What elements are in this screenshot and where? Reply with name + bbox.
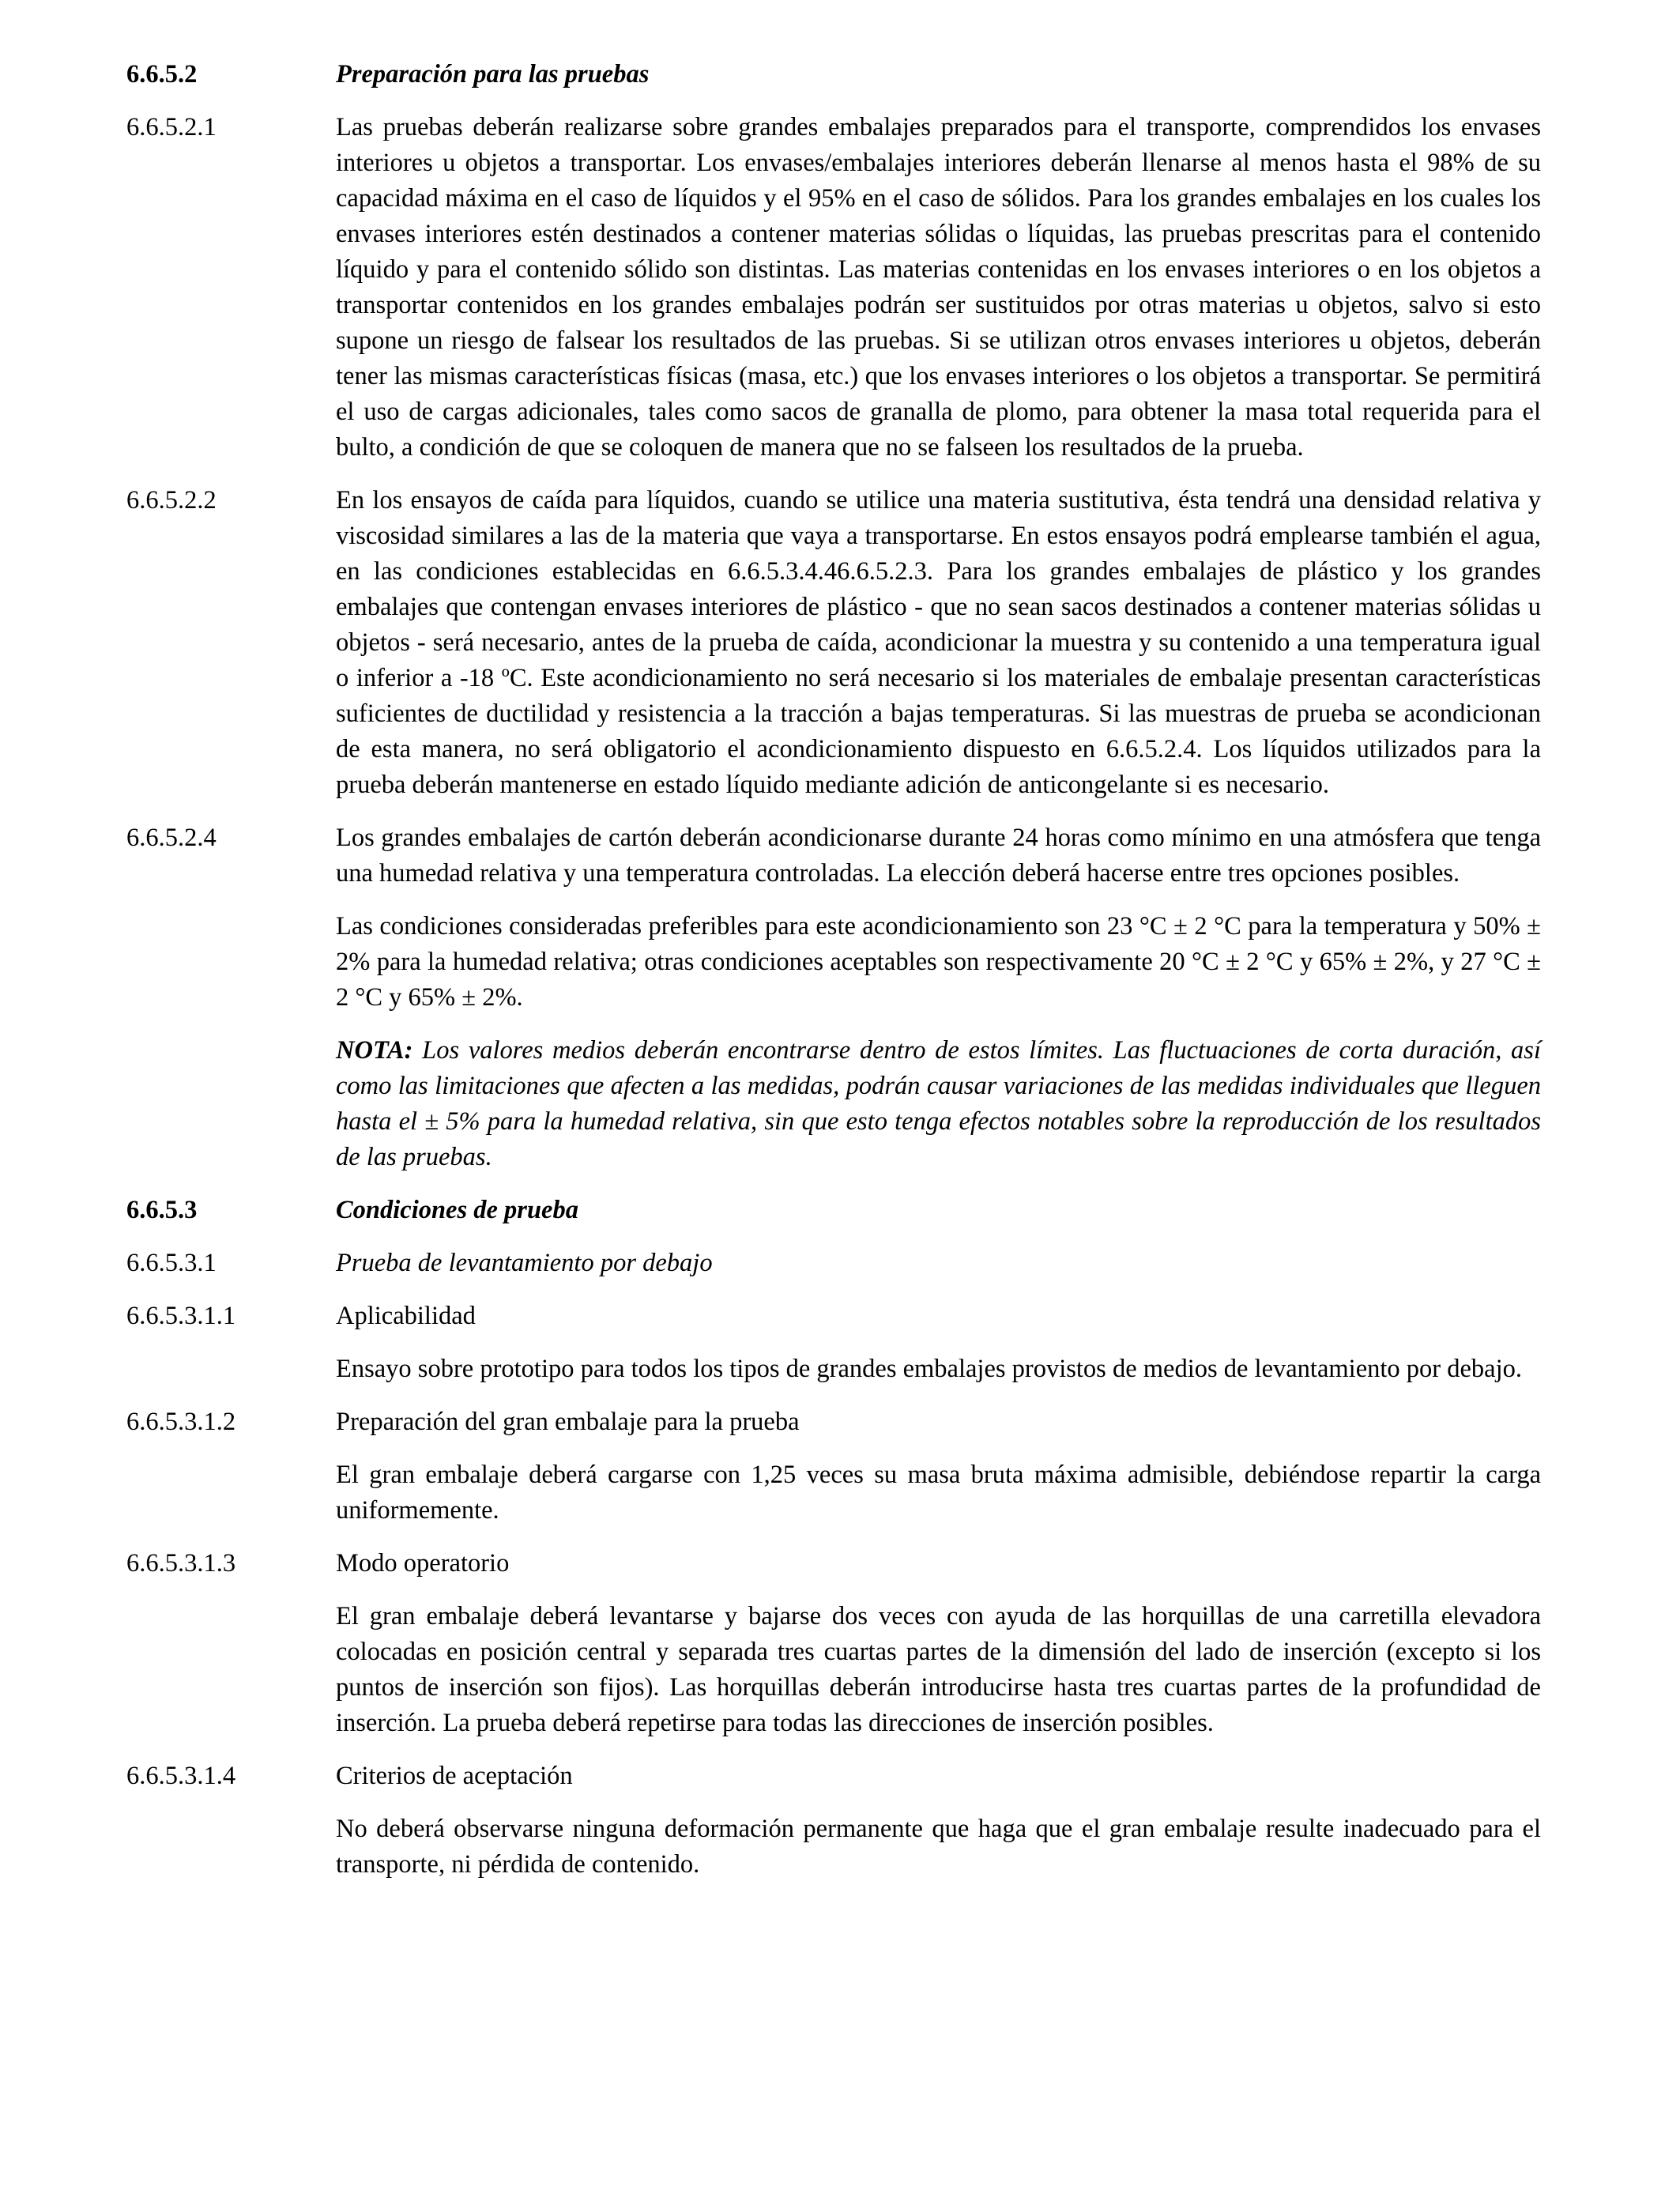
paragraph: Ensayo sobre prototipo para todos los tipos de grandes embalajes provistos de medios de levantamiento por debajo. <box>336 1355 1522 1383</box>
section-6-6-5-2-2 <box>126 483 1541 803</box>
section-6-6-5-3-1-4 <box>126 1759 1541 1883</box>
section-number: 6.6.5.3 <box>126 1196 198 1224</box>
paragraph: Las pruebas deberán realizarse sobre grandes embalajes preparados para el transporte, comprendidos los envases interiores u objetos a transportar. Los envases/embalajes interiores deberán llenarse al menos hasta el 98% de su capacidad máxima en el caso de líquidos y el 95% en el caso de sólidos. Para los grandes embalajes en los cuales los envases interiores estén destinados a contener materias sólidas o líquidas, las pruebas prescritas para el contenido líquido y para el contenido sólido son distintas. Las materias contenidas en los envases interiores o en los objetos a transportar contenidos en los grandes embalajes podrán ser sustituidos por otras materias u objetos, salvo si esto supone un riesgo de falsear los resultados de las pruebas. Si se utilizan otros envases interiores u objetos, deberán tener las mismas características físicas (masa, etc.) que los envases interiores o los objetos a transportar. Se permitirá el uso de cargas adicionales, tales como sacos de granalla de plomo, para obtener la masa total requerida para el bulto, a condición de que se coloquen de manera que no se falseen los resultados de la prueba. <box>336 113 1541 462</box>
paragraph: Las condiciones consideradas preferibles para este acondicionamiento son 23 °C ± 2 °C para la temperatura y 50% ± 2% para la humedad relativa; otras condiciones aceptables son respectivamente 20 °C ± 2 °C y 65% ± 2%, y 27 °C ± 2 °C y 65% ± 2%. <box>336 912 1541 1012</box>
paragraph: En los ensayos de caída para líquidos, cuando se utilice una materia sustitutiva, ésta tendrá una densidad relativa y viscosidad similares a las de la materia que vaya a transportarse. En estos ensayos podrá emplearse también el agua, en las condiciones establecidas en 6.6.5.3.4.46.6.5.2.3. Para los grandes embalajes de plástico y los grandes embalajes que contengan envases interiores de plástico - que no sean sacos destinados a contener materias sólidas u objetos - será necesario, antes de la prueba de caída, acondicionar la muestra y su contenido a una temperatura igual o inferior a -18 ºC. Este acondicionamiento no será necesario si los materiales de embalaje presentan características suficientes de ductilidad y resistencia a la tracción a bajas temperaturas. Si las muestras de prueba se acondicionan de esta manera, no será obligatorio el acondicionamiento dispuesto en 6.6.5.2.4. Los líquidos utilizados para la prueba deberán mantenerse en estado líquido mediante adición de anticongelante si es necesario. <box>336 486 1541 799</box>
section-title: Prueba de levantamiento por debajo <box>336 1249 713 1277</box>
section-number: 6.6.5.2 <box>126 60 198 89</box>
section-6-6-5-3-1-2 <box>126 1404 1541 1529</box>
section-number: 6.6.5.3.1.1 <box>126 1302 236 1330</box>
section-number: 6.6.5.3.1.3 <box>126 1549 236 1578</box>
section-number: 6.6.5.2.4 <box>126 824 217 852</box>
paragraph: No deberá observarse ninguna deformación permanente que haga que el gran embalaje resulte inadecuado para el transporte, ni pérdida de contenido. <box>336 1815 1541 1879</box>
subsection-heading: Modo operatorio <box>336 1549 510 1578</box>
section-number: 6.6.5.2.2 <box>126 486 217 515</box>
document-page <box>126 57 1541 1883</box>
section-6-6-5-2-4 <box>126 820 1541 1175</box>
paragraph: El gran embalaje deberá cargarse con 1,25 veces su masa bruta máxima admisible, debiéndose repartir la carga uniformemente. <box>336 1461 1541 1525</box>
note-label: NOTA: <box>336 1036 413 1065</box>
subsection-heading: Preparación del gran embalaje para la prueba <box>336 1408 800 1436</box>
section-number: 6.6.5.2.1 <box>126 113 217 141</box>
paragraph: El gran embalaje deberá levantarse y bajarse dos veces con ayuda de las horquillas de una carretilla elevadora colocadas en posición central y separada tres cuartas partes de la dimensión del lado de inserción (excepto si los puntos de inserción son fijos). Las horquillas deberán introducirse hasta tres cuartas partes de la profundidad de inserción. La prueba deberá repetirse para todas las direcciones de inserción posibles. <box>336 1602 1541 1737</box>
section-title: Condiciones de prueba <box>336 1196 578 1224</box>
section-title: Preparación para las pruebas <box>336 60 650 89</box>
section-6-6-5-3-1 <box>126 1246 1541 1281</box>
note-text: Los valores medios deberán encontrarse dentro de estos límites. Las fluctuaciones de corta duración, así como las limitaciones que afecten a las medidas, podrán causar variaciones de las medidas individuales que lleguen hasta el ± 5% para la humedad relativa, sin que esto tenga efectos notables sobre la reproducción de los resultados de las pruebas. <box>336 1036 1541 1171</box>
section-number: 6.6.5.3.1 <box>126 1249 217 1277</box>
section-6-6-5-3-1-3 <box>126 1546 1541 1741</box>
section-number: 6.6.5.3.1.2 <box>126 1408 236 1436</box>
note-paragraph <box>336 1033 1541 1175</box>
paragraph: Los grandes embalajes de cartón deberán acondicionarse durante 24 horas como mínimo en una atmósfera que tenga una humedad relativa y una temperatura controladas. La elección deberá hacerse entre tres opciones posibles. <box>336 824 1541 888</box>
section-number: 6.6.5.3.1.4 <box>126 1762 236 1790</box>
subsection-heading: Criterios de aceptación <box>336 1762 573 1790</box>
subsection-heading: Aplicabilidad <box>336 1302 476 1330</box>
section-6-6-5-2 <box>126 57 1541 92</box>
section-6-6-5-2-1 <box>126 110 1541 466</box>
section-6-6-5-3-1-1 <box>126 1299 1541 1387</box>
section-6-6-5-3 <box>126 1193 1541 1228</box>
